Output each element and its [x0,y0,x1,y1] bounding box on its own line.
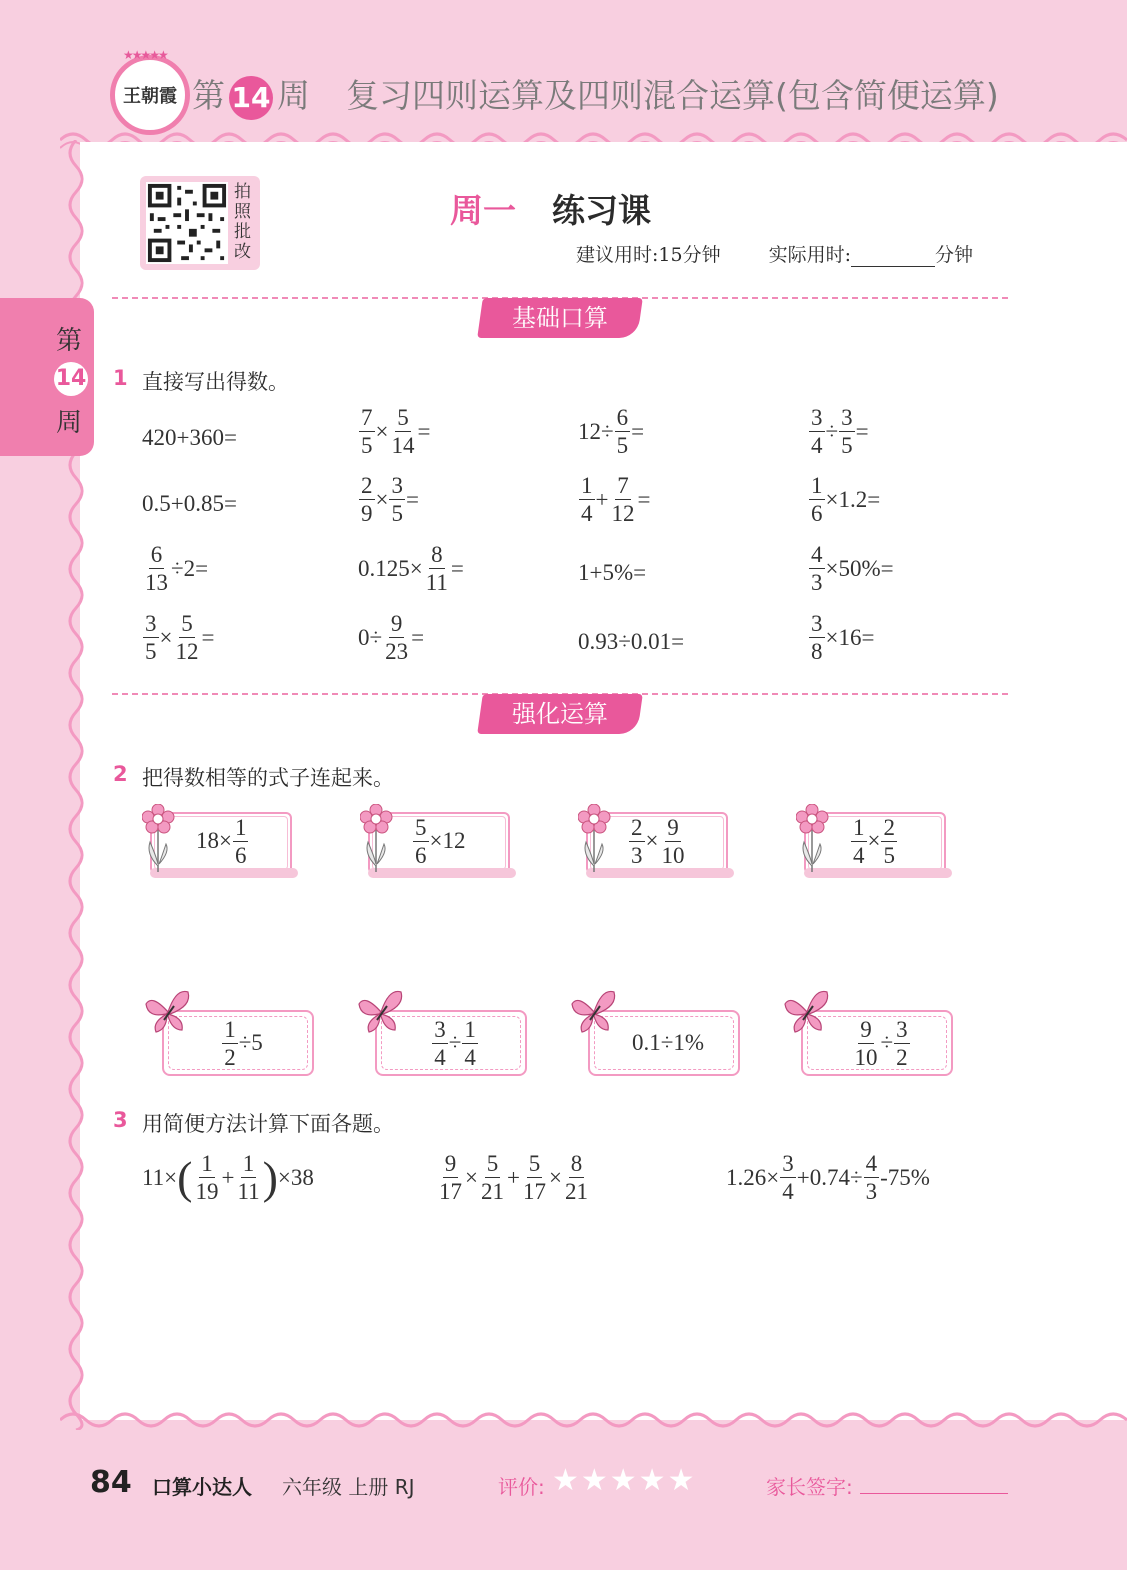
right-paren: ) [262,1151,278,1203]
parent-signature-label: 家长签字: [766,1475,853,1499]
math-text: 420+360= [142,425,237,450]
q3-expression-3 [726,1152,930,1203]
math-text: ×12 [429,828,466,853]
denominator: 2 [224,1044,236,1070]
card-expression [811,1012,951,1074]
denominator: 4 [853,842,865,868]
numerator: 3 [434,1016,446,1042]
flower-icon [796,804,830,874]
week-prefix: 第 [192,76,225,115]
actual-time-label: 实际用时: [768,244,852,266]
footer [90,1465,1020,1505]
math-text: 0÷ [358,624,383,650]
fraction [659,816,686,867]
equals: = [855,418,869,444]
denominator: 3 [631,842,643,868]
operator: + [595,486,609,512]
operator: ÷ [448,1030,462,1055]
operator: + [506,1164,520,1190]
week-suffix: 周 [277,76,310,115]
butterfly-card[interactable] [568,1000,728,1074]
fraction [222,1018,238,1069]
math-item [808,543,894,594]
fraction [521,1152,548,1203]
denominator: 11 [425,570,448,595]
fraction [780,1152,796,1203]
math-text: 0.125× [358,555,423,581]
side-tab-top: 第 [56,326,83,356]
fraction [143,612,159,663]
denominator: 10 [854,1044,878,1070]
denominator: 19 [195,1179,219,1204]
rating-label: 评价: [498,1475,545,1499]
fraction [173,612,200,663]
denominator: 4 [782,1179,794,1204]
numerator: 3 [811,611,823,636]
math-text: 0.1÷1% [631,1030,705,1055]
numerator: 9 [444,1151,457,1176]
crown-icon: ★★★★★ [123,48,167,62]
denominator: 9 [361,501,373,526]
card-expression [412,810,465,872]
math-item [578,406,644,457]
fraction [809,543,825,594]
fraction [579,474,595,525]
card-expression [385,1012,525,1074]
logo-text: 王朝霞 [123,86,177,107]
q3-expression-2 [436,1152,591,1203]
numerator: 1 [201,1151,213,1176]
section-label-basic [477,298,643,338]
denominator: 6 [811,501,823,526]
numerator: 5 [415,814,427,840]
numerator: 4 [811,542,823,567]
math-text: 12÷ [578,418,614,444]
numerator: 1 [234,814,247,840]
numerator: 6 [616,405,629,430]
denominator: 6 [415,842,427,868]
denominator: 4 [464,1044,476,1070]
denominator: 23 [385,639,409,664]
q3-expression-1 [142,1152,314,1203]
fraction [629,816,645,867]
numerator: 9 [390,611,403,636]
math-item [142,543,208,594]
operator: × [645,828,659,853]
operator: × [867,828,881,853]
denominator: 5 [616,433,629,458]
fraction [894,1018,910,1069]
flower-card[interactable] [360,804,510,876]
math-item [578,474,650,525]
denominator: 12 [611,501,635,526]
denominator: 5 [883,842,895,868]
numerator: 7 [617,473,629,498]
numerator: 3 [896,1016,908,1042]
flower-icon [360,804,394,874]
fraction [809,612,825,663]
flower-icon [578,804,612,874]
math-item [142,418,237,458]
flower-card[interactable] [796,804,946,876]
operator: ÷ [880,1030,894,1055]
numerator: 2 [361,473,373,498]
math-text: 0.93÷0.01= [578,629,685,654]
card-expression [850,810,898,872]
math-item [142,484,237,524]
brand-logo [110,48,190,135]
fraction [809,406,825,457]
section-label-basic-text: 基础口算 [512,304,608,332]
rating-stars[interactable]: ★★★★★ [552,1463,697,1498]
numerator: 7 [361,405,373,430]
math-text: 1+5%= [578,560,647,585]
denominator: 3 [811,570,823,595]
wavy-border-bottom [60,1400,1127,1440]
numerator: 1 [811,473,823,498]
denominator: 5 [841,433,853,458]
operator: × [375,486,389,512]
fraction [424,543,450,594]
numerator: 5 [397,405,409,430]
lesson-label: 练习课 [552,191,651,230]
equals: = [405,486,419,512]
math-text: 0.5+0.85= [142,491,237,516]
question-number: 3 [113,1108,128,1132]
numerator: 2 [883,814,895,840]
flower-card[interactable] [142,804,292,876]
fraction [389,474,405,525]
operator: × [548,1164,562,1190]
denominator: 4 [811,433,823,458]
card-expression [598,1012,738,1074]
math-item [358,612,424,663]
fraction [852,1018,879,1069]
left-paren: ( [177,1151,193,1203]
question-text: 直接写出得数。 [142,370,289,394]
numerator: 4 [865,1151,878,1176]
actual-time-unit: 分钟 [935,244,974,266]
question-text: 把得数相等的式子连起来。 [142,766,394,790]
fraction [437,1152,464,1203]
time-line [576,240,973,267]
qr-code-icon[interactable] [146,182,228,264]
question-text: 用简便方法计算下面各题。 [142,1112,394,1136]
question-number: 1 [113,366,128,390]
numerator: 5 [181,611,193,636]
math-item [808,474,880,525]
suggested-time: 建议用时:15分钟 [576,244,721,266]
qr-label: 拍照批改 [234,182,251,262]
denominator: 4 [434,1044,446,1070]
numerator: 3 [391,473,403,498]
denominator: 12 [175,639,199,664]
fraction [383,612,410,663]
numerator: 5 [486,1151,499,1176]
math-text: ×1.2= [825,486,881,512]
grade-info: 六年级 上册 RJ [282,1475,415,1499]
operator: ÷ [825,418,839,444]
numerator: 1 [224,1016,236,1042]
qr-panel[interactable] [140,176,260,270]
header [110,48,190,130]
numerator: 9 [667,814,679,840]
math-item [578,622,684,662]
fraction [851,816,867,867]
denominator: 5 [391,501,403,526]
numerator: 1 [853,814,865,840]
equals: = [201,624,215,650]
butterfly-card[interactable] [355,1000,515,1074]
equals: = [411,624,425,650]
numerator: 2 [631,814,643,840]
fraction [193,1152,220,1203]
equals: = [450,555,464,581]
numerator: 5 [528,1151,541,1176]
denominator: 5 [145,639,157,664]
fraction [609,474,636,525]
fraction [233,816,249,867]
math-text: ÷2= [171,555,209,581]
card-expression [628,810,687,872]
fraction [479,1152,506,1203]
fraction [432,1018,448,1069]
math-text: ×16= [825,624,875,650]
operator: + [221,1164,235,1190]
fraction [235,1152,261,1203]
math-text: 11× [142,1164,178,1190]
fraction [462,1018,478,1069]
operator: × [465,1164,478,1190]
side-week-tab [0,298,94,456]
fraction [864,1152,880,1203]
fraction [809,474,825,525]
math-text: +0.74÷ [796,1164,863,1190]
day-label: 周一 [450,191,516,230]
math-item [142,612,214,663]
fraction [881,816,897,867]
denominator: 11 [237,1179,260,1204]
fraction [359,474,375,525]
butterfly-card[interactable] [142,1000,302,1074]
math-text: 1.26× [726,1164,780,1190]
book-title: 口算小达人 [152,1475,252,1499]
week-badge: 14 [229,76,273,120]
question-number: 2 [113,762,128,786]
page-number: 84 [90,1465,132,1500]
denominator: 17 [439,1179,462,1204]
denominator: 21 [480,1179,504,1204]
numerator: 8 [570,1151,583,1176]
denominator: 14 [391,433,415,458]
denominator: 6 [234,842,247,868]
flower-card[interactable] [578,804,728,876]
numerator: 3 [145,611,157,636]
math-item [808,406,869,457]
denominator: 13 [145,570,168,595]
card-expression [196,810,249,872]
denominator: 3 [865,1179,878,1204]
fraction [615,406,631,457]
denominator: 10 [661,842,685,868]
numerator: 3 [811,405,823,430]
card-expression [172,1012,312,1074]
equals: = [637,486,651,512]
denominator: 5 [361,433,373,458]
numerator: 3 [841,405,853,430]
operator: × [159,624,173,650]
fraction [839,406,855,457]
denominator: 4 [581,501,593,526]
math-item [808,612,874,663]
fraction [143,543,170,594]
fraction [563,1152,590,1203]
math-item [358,474,419,525]
parent-signature-line[interactable] [860,1493,1008,1494]
denominator: 8 [811,639,823,664]
equals: = [417,418,431,444]
math-text: ÷5 [238,1030,263,1055]
denominator: 2 [896,1044,908,1070]
week-title [192,70,999,120]
numerator: 1 [242,1151,255,1176]
fraction [359,406,375,457]
flower-icon [142,804,176,874]
day-title [450,185,651,232]
fraction [413,816,429,867]
math-text: ×50%= [825,555,894,581]
math-text: ×38 [277,1164,314,1190]
denominator: 17 [522,1179,546,1204]
side-tab-bottom: 周 [56,408,83,438]
equals: = [631,418,645,444]
numerator: 3 [782,1151,794,1176]
butterfly-card[interactable] [781,1000,941,1074]
math-text: 18× [196,828,232,853]
chapter-title: 复习四则运算及四则混合运算(包含简便运算) [346,76,999,115]
math-text: -75% [880,1164,930,1190]
section-label-strengthen-text: 强化运算 [512,700,608,728]
numerator: 8 [431,542,443,567]
numerator: 6 [150,542,163,567]
numerator: 1 [464,1016,476,1042]
numerator: 9 [860,1016,872,1042]
fraction [389,406,416,457]
math-item [358,543,464,594]
operator: × [375,418,389,444]
section-label-strengthen [477,694,643,734]
denominator: 21 [564,1179,588,1204]
math-item [578,553,646,593]
numerator: 1 [581,473,593,498]
math-item [358,406,430,457]
side-tab-number: 14 [54,362,88,396]
actual-time-blank[interactable] [851,249,935,267]
